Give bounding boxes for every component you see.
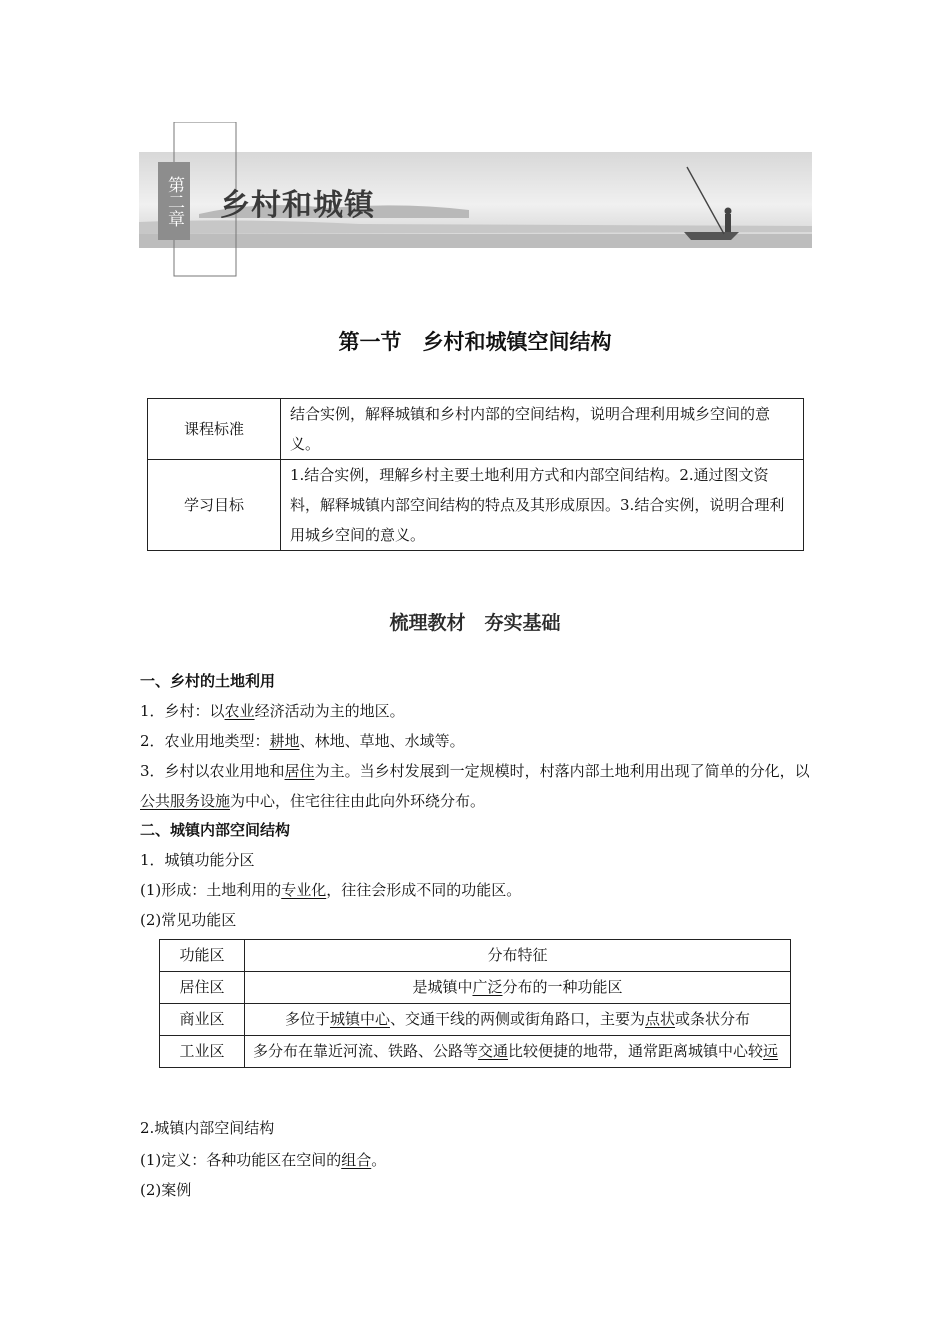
part1-line2: 2．农业用地类型：耕地、林地、草地、水域等。 <box>140 732 465 750</box>
zone-feature: 多分布在靠近河流、铁路、公路等交通比较便捷的地带，通常距离城镇中心较远 <box>245 1036 791 1068</box>
part2-line2: (1)形成：土地利用的专业化，往往会形成不同的功能区。 <box>140 881 522 899</box>
function-zone-table <box>159 939 791 1068</box>
objective-text: 1.结合实例，理解乡村主要土地利用方式和内部空间结构。2.通过图文资料，解释城镇内部空间结构的特点及其形成原因。3.结合实例，说明合理利用城乡空间的意义。 <box>281 460 804 551</box>
zone-name: 商业区 <box>160 1004 245 1036</box>
table-row <box>160 1036 791 1068</box>
table-row <box>160 940 791 972</box>
part1-line1: 1．乡村：以农业经济活动为主的地区。 <box>140 702 405 720</box>
zone-name: 工业区 <box>160 1036 245 1068</box>
part1-heading: 一、乡村的土地利用 <box>140 672 276 690</box>
sub-title: 梳理教材 夯实基础 <box>389 612 561 634</box>
part1-line3: 3．乡村以农业用地和居住为主。当乡村发展到一定规模时，村落内部土地利用出现了简单的分化，以公共服务设施为中心，住宅往往由此向外环绕分布。 <box>140 762 810 810</box>
table-row <box>160 972 791 1004</box>
part2-line4: 2.城镇内部空间结构 <box>140 1119 275 1137</box>
part2-line6: (2)案例 <box>140 1181 192 1199</box>
table-header: 功能区 <box>160 940 245 972</box>
section-title: 第一节 乡村和城镇空间结构 <box>338 330 612 354</box>
objective-label: 学习目标 <box>148 460 281 551</box>
part2-line5: (1)定义：各种功能区在空间的组合。 <box>140 1151 387 1169</box>
standards-table <box>147 398 804 551</box>
standard-text: 结合实例，解释城镇和乡村内部的空间结构，说明合理利用城乡空间的意义。 <box>281 399 804 460</box>
zone-name: 居住区 <box>160 972 245 1004</box>
zone-feature: 是城镇中广泛分布的一种功能区 <box>245 972 791 1004</box>
table-header: 分布特征 <box>245 940 791 972</box>
part2-line3: (2)常见功能区 <box>140 911 237 929</box>
table-row <box>148 460 804 551</box>
part2-line1: 1．城镇功能分区 <box>140 851 255 869</box>
table-row <box>148 399 804 460</box>
zone-feature: 多位于城镇中心、交通干线的两侧或街角路口，主要为点状或条状分布 <box>245 1004 791 1036</box>
chapter-tag: 第二章 <box>158 162 190 240</box>
part2-heading: 二、城镇内部空间结构 <box>140 821 291 839</box>
standard-label: 课程标准 <box>148 399 281 460</box>
chapter-title: 乡村和城镇 <box>220 188 375 223</box>
table-row <box>160 1004 791 1036</box>
